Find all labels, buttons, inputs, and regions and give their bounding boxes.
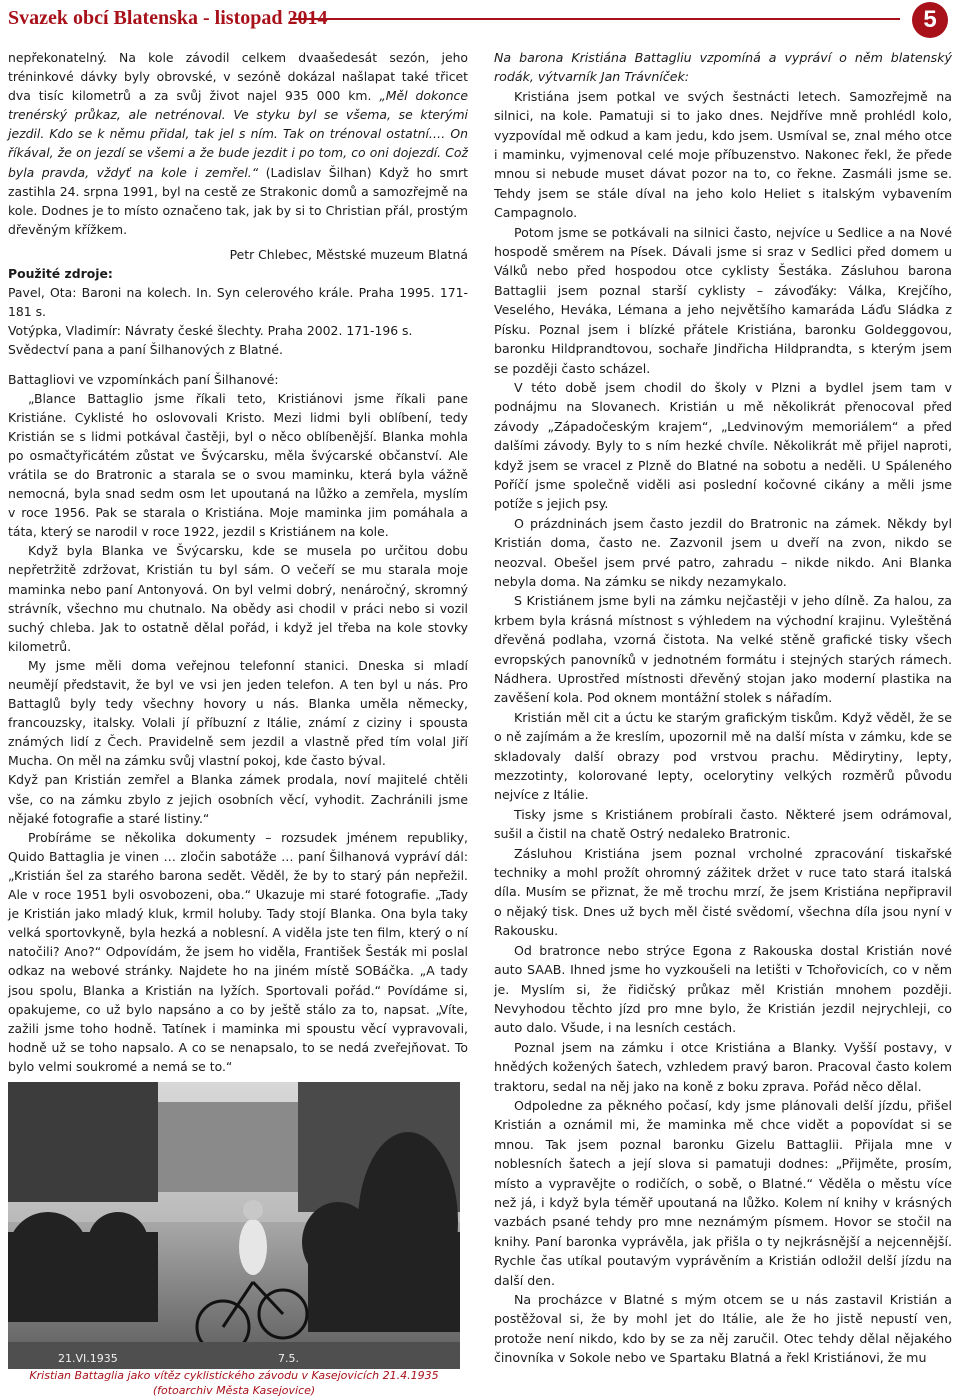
right-paragraph [494, 48, 952, 87]
page-header [0, 0, 960, 38]
right-paragraph [494, 708, 952, 805]
left-paragraph [8, 283, 468, 321]
right-text: Od bratronce nebo strýce Egona z Rakouska dostal Kristián nové auto SAAB. Ihned jsme ho vyzkoušeli na letišti v Tchořovicích, co v něm je. Myslím si, že řidičský průkaz měl Kristián mnohem později. Nevyhodou těchto jízd pro mne bylo, že Kristián jezdil nejrychleji, co auto dalo. Všude, i na lesních cestách. [494, 942, 952, 1036]
left-paragraph [8, 541, 468, 656]
left-text: Když byla Blanka ve Švýcarsku, kde se musela po určitou dobu nepřetržitě zdržovat, Kristián tu byl sám. O večeří se mu starala moje maminka nebo paní Antonyová. On byl velmi dobrý, nenáročný, skromný strávník, všechno mu chutnalo. Na obědy asi chodil v práci nebo si vozil suchý chleba. Jak to ostatně dělal pořád, i když jel třeba na kole stovky kilometrů. [8, 543, 468, 654]
right-text: Zásluhou Kristiána jsem poznal vrcholné zpracování tiskařské techniky a mohl prožít ohromný zážitek držet v ruce tato stará italská díla. Musím se přiznat, že mě trochu mrzí, že jsem Kristiána nepřipravil o nějaký tisk. Dnes už bych měl čisté svědomí, všechna díla jsou nyní v Rakousku. [494, 845, 952, 939]
left-text: Battagliovi ve vzpomínkách paní Šilhanové: [8, 371, 279, 387]
right-text: O prázdninách jsem často jezdil do Bratronic na zámek. Někdy byl Kristián doma, často ne. Zazvonil jsem u dveří na zvon, nikdo se neozval. Obešel jsem prvé patro, zahradu – nikde nikdo. Ani Blanka nebyla doma. Na zámku se nikdy nezamykalo. [494, 515, 952, 589]
right-column [494, 48, 952, 1368]
left-column [8, 48, 468, 1076]
right-paragraph [494, 1290, 952, 1368]
left-paragraph [8, 828, 468, 1076]
right-paragraph [494, 514, 952, 592]
header-rule [290, 18, 900, 20]
left-paragraph [8, 389, 468, 542]
left-paragraph [8, 264, 468, 283]
right-text: S Kristiánem jsme byli na zámku nejčastěji v jeho dílně. Za halou, za krbem byla krásná místnost s výhledem na východní krajinu. Vyleštěná dřevěná podlaha, vzorná čistota. Na velké stěně grafické tisky všech evropských panovníků v jednotném formátu i stejných starých rámech. Nádhera. Uprostřed místnosti dřevěný stojan jako moderní plastika na zavěšení kola. Pod oknem montážní stolek s nářadím. [494, 593, 952, 706]
photo-caption [8, 1368, 460, 1398]
right-text: Tisky jsme s Kristiánem probírali často. Některé jsem odrámoval, sušil a čistil na chatě Ostrý nedaleko Bratronic. [494, 806, 952, 842]
caption-line-1: Kristian Battaglia jako vítěz cyklistického závodu v Kasejovicích 21.4.1935 [29, 1369, 439, 1382]
left-paragraph [8, 245, 468, 264]
right-paragraph [494, 941, 952, 1038]
right-paragraph [494, 378, 952, 514]
right-paragraph [494, 1038, 952, 1096]
right-text: Potom jsme se potkávali na silnici často, nejvíce u Sedlice a na Nové hospodě směrem na Písek. Dávali jsme si sraz v Sedlici před domem u Válků nebo před hospodou otce cyklisty Šestáka. Zásluhou barona Battaglii jsem poznal starší cyklisty – závoďáky: Válka, Krejčího, Veselého, Heváka, Lémana a jeho největšího kamaráda Láďu Sládka z Písku. Poznal jsem i blízké přátele Kristiána, baronku Goldeggovou, baronku Hildprandtovou, sochaře Jindřicha Hildprandta, s kterým jsem se později často scházel. [494, 224, 952, 376]
right-text: Odpoledne za pěkného počasí, kdy jsme plánovali delší jízdu, přišel Kristián a oznámil mi, že maminka mě chce vidět a popovídat si se mnou. Tak jsem poznal baronku Gizelu Battaglii. Přijala mne v noblesních šatech a její slova si pamatuji dodnes: „Přijměte, prosím, místo a vypravějte o rodičích, o sobě, o Blatné.“ Věděla o městu více než já, i když byla téměř upoutaná na lůžko. Kolem ní knihy v krásných vazbách psané tehdy pro mne neznámým písmem. Hovor se stočil na knihy. Paní baronka vyprávěla, jak přišla o ty nejkrásnější a nejcennější. Rychle čas utíkal poutavým vyprávěním a Kristián odložil delší jízdu na další den. [494, 1097, 952, 1288]
left-paragraph [8, 340, 468, 359]
right-text: Na procházce v Blatné s mým otcem se u nás zastavil Kristián a postěžoval si, že by mohl jet do Itálie, ale že ho jistě nepustí ven, protože není nikdo, kdo by se za něj zaručil. Otec tehdy dělal nějakého činovníka v Sokole nebo ve Spartaku Blatná a řekl Kristiánovi, že mu [494, 1292, 952, 1366]
left-paragraph [8, 48, 468, 239]
left-text: (Ladislav Šilhan) Když ho smrt zastihla 24. srpna 1991, byl na cestě ze Strakonic domů a samozřejmě na kole. Dodnes je to místo označeno tak, jak by si to Christian přál, prostým dřevěným křížkem. [8, 164, 469, 237]
photo-illustration [8, 1082, 460, 1369]
left-text: Probíráme se několika dokumenty – rozsudek jménem republiky, Quido Battaglia je vinen … zločin sabotáže … paní Šilhanová vypráví dál: „Kristián šel za starého barona sedět. Věděl, že by to starý pán nepřežil. Ale v roce 1951 byli osvobozeni, oba.“ Ukazuje mi staré fotografie. „Tady je Kristián jako mladý kluk, krmil holuby. Tady stojí Blanka. Ona byla taky velká sportovkyně, byla hezká a noblesní. A viděla jste ten film, který o ní natočili? Ano?“ Odpovídám, že jsem ho viděla, František Šesták mi poslal odkaz na webové stránky. Najdete ho na jiném místě SOBáčka. „A tady jsou spolu, Blanka a Kristián na lyžích. Sportovali pořád.“ Povídáme si, opakujeme, co už bylo napsáno a co by ještě stálo za to, napsat. „Víte, zažili jsme toho hodně. Tatínek i maminka mi spoustu věcí vypravovali, hodně už se toho napsalo. A co se nenapsalo, to se nedá zveřejňovat. To bylo velmi soukromé a nemá se to.“ [8, 829, 468, 1074]
newsletter-title: Svazek obcí Blatenska - listopad 2014 [8, 7, 328, 29]
historic-photo [8, 1082, 460, 1369]
left-text: Petr Chlebec, Městské muzeum Blatná [229, 246, 468, 262]
right-paragraph [494, 805, 952, 844]
right-text: Poznal jsem na zámku i otce Kristiána a Blanky. Vyšší postavy, v hnědých kožených šatech, vzhledem pravý baron. Pracoval často kolem traktoru, sedal na něj jako na koně z boku zprava. Pořád něco dělal. [494, 1039, 952, 1094]
photo-date-left: 21.VI.1935 [58, 1352, 118, 1365]
right-text: Kristián měl cit a úctu ke starým grafickým tiskům. Když věděl, že se o ně zajímám a že kreslím, upozornil mě na další místa v zámku, kde se skladovaly další obrazy pod vrstvou prachu. Mědirytiny, lepty, mezzotinty, kolorované lepty, ocelorytiny velkých rozměrů původu nejvíce z Itálie. [494, 709, 952, 803]
right-text: Na barona Kristiána Battagliu vzpomíná a vypráví o něm blatenský rodák, výtvarník Jan Trávníček: [494, 50, 952, 85]
left-text: nepřekonatelný. Na kole závodil celkem dvaašedesát sezón, jeho tréninkové dávky byly obrovské, v sezóně dokázal našlapat také třicet dva tisíc kilometrů a za svůj život najel 935 000 km. [8, 50, 468, 104]
left-text: Votýpka, Vladimír: Návraty české šlechty. Praha 2002. 171-196 s. [8, 323, 413, 339]
right-paragraph [494, 87, 952, 223]
left-text: My jsme měli doma veřejnou telefonní stanici. Dneska si mladí neumějí představit, že byl ve vsi jen jeden telefon. A ten byl u nás. Pro Battaglů byly tedy všechny hovory u nás. Blanka uměla německy, francouzsky, italsky. Volali jí příbuzní z Itálie, známí z ciziny i spousta známých lidí z Čech. Pravidelně sem jezdil a vlastně před tím volal Jiří Mucha. On měl na zámku svůj vlastní pokoj, kde často býval. [8, 657, 468, 769]
right-paragraph [494, 591, 952, 707]
right-paragraph [494, 1096, 952, 1290]
left-text: Když pan Kristián zemřel a Blanka zámek prodala, noví majitelé chtěli vše, co na zámku zbylo z jejich osobních věcí, vyhodit. Zachránili jsme nějaké fotografie a staré listiny.“ [8, 772, 468, 826]
left-text: „Měl dokonce trenérský průkaz, ale netrénoval. Ve styku byl se všema, se kterými jezdil. Kdo se k němu přidal, tak jel s ním. Tak on trénoval ostatní.… On říkával, že on jezdí se všemi a že bude jezdit i po tom, co oni dojezdí. Což byla pravda, vždyť na kole i zemřel.“ [8, 88, 468, 180]
left-paragraph [8, 770, 468, 827]
left-text: Použité zdroje: [8, 266, 113, 282]
left-text: Pavel, Ota: Baroni na kolech. In. Syn celerového krále. Praha 1995. 171-181 s. [8, 285, 468, 320]
page-number-badge: 5 [912, 2, 948, 38]
left-text: Svědectví pana a paní Šilhanových z Blatné. [8, 342, 283, 358]
left-text: „Blance Battaglio jsme říkali teto, Kristiánovi jsme říkali pane Kristiáne. Cyklisté ho oslovovali Kristo. Mezi lidmi byli oblíbení, tedy Kristián se s lidmi potkával častěji, byl o něco oblíbenější. Blanka mohla po osmačtyřicátém zůstat ve Švýcarsku, měla švýcarské občanství. Ale vrátila se do Bratronic a starala se o svou maminku, která byla vážně nemocná, byla snad sedm osm let upoutaná na lůžko a zemřela, myslím v roce 1956. Pak se starala o Kristiána. Moje maminka jim pomáhala a táta, který se narodil v roce 1922, jezdil s Kristiánem na kole. [8, 390, 468, 540]
caption-line-2: (fotoarchiv Města Kasejovice) [152, 1384, 316, 1397]
right-paragraph [494, 844, 952, 941]
photo-date-right: 7.5. [278, 1352, 299, 1365]
right-paragraph [494, 223, 952, 378]
right-text: V této době jsem chodil do školy v Plzni a bydlel jsem tam v podnájmu na Slovanech. Kristián u mě několikrát přenocoval před závody „Západočeským krajem“, „Ledvinovým memoriálem“ a před dalšími závody. Byly to s ním hezké chvíle. Několikrát mě přijel naproti, když jsem se vracel z Plzně do Blatné na sobotu a neděli. U Spáleného Poříčí jsme společně viděli asi poslední kočovné cikány a měli jsme potíže s jejich psy. [494, 379, 952, 512]
left-paragraph [8, 321, 468, 340]
right-text: Kristiána jsem potkal ve svých šestnácti letech. Samozřejmě na silnici, na kole. Pamatuji si to jako dnes. Nejdříve mně prohlédl kolo, vyzpovídal mě odkud a kam jedu, kdo jsem. Usmíval se, znal mého otce i maminku, vyjmenoval celé moje příbuzenstvo. Nakonec řekl, že přede mnou si nebude muset dávat pozor na to, co řekne. Zasmáli jsme se. Tehdy jsem se stále díval na jeho kolo Heliet s italským vybavením Campagnolo. [494, 88, 952, 221]
left-paragraph [8, 656, 468, 771]
left-paragraph [8, 370, 468, 389]
